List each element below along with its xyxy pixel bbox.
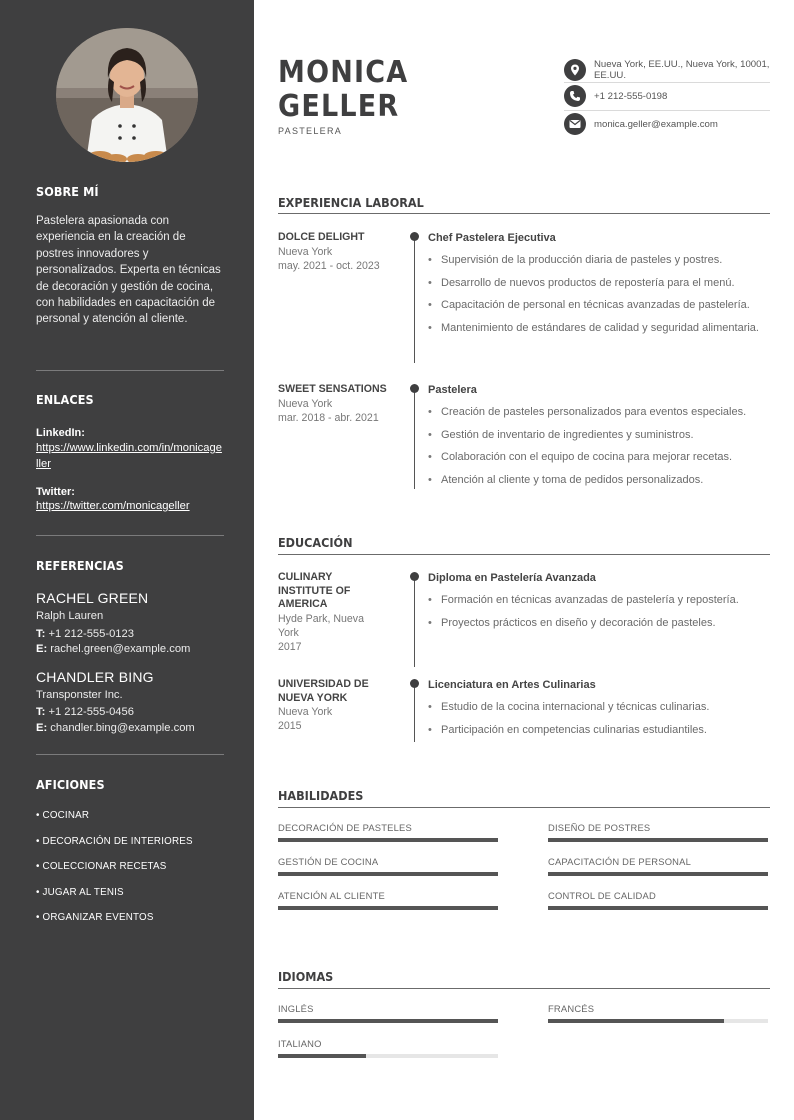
skill-bar bbox=[548, 856, 768, 876]
email-icon bbox=[564, 113, 586, 135]
language-fill bbox=[278, 1054, 366, 1058]
entry-details bbox=[428, 571, 770, 638]
skill-bar bbox=[278, 890, 498, 910]
entry-location: Nueva York bbox=[278, 706, 333, 718]
entry-location: Nueva York bbox=[278, 397, 333, 410]
links-section bbox=[36, 392, 224, 515]
reference-email: E: rachel.green@example.com bbox=[36, 643, 191, 655]
timeline-line bbox=[414, 575, 415, 667]
section-rule bbox=[278, 988, 770, 989]
entry-bullet: • Participación en competencias culinarias estudiantiles. bbox=[428, 723, 770, 738]
entry-bullet: • Atención al cliente y toma de pedidos personalizados. bbox=[428, 473, 770, 488]
entry-bullet: • Colaboración con el equipo de cocina para mejorar recetas. bbox=[428, 450, 770, 465]
timeline-line bbox=[414, 235, 415, 363]
entry-location: Nueva York bbox=[278, 245, 333, 258]
entry-bullet: • Gestión de inventario de ingredientes y suministros. bbox=[428, 428, 770, 443]
references-title: REFERENCIAS bbox=[36, 558, 124, 573]
entry-org: CULINARY INSTITUTE OF AMERICA bbox=[278, 571, 351, 610]
entry-bullets bbox=[428, 593, 770, 630]
job-title: PASTELERA bbox=[278, 126, 343, 136]
experience-title: EXPERIENCIA LABORAL bbox=[278, 195, 424, 210]
entry-details bbox=[428, 383, 770, 495]
hobby-item: • JUGAR AL TENIS bbox=[36, 886, 124, 898]
skill-bar bbox=[548, 890, 768, 910]
entry-org: SWEET SENSATIONS bbox=[278, 383, 387, 395]
full-name bbox=[278, 56, 408, 124]
entry-details bbox=[428, 231, 770, 343]
sidebar-divider bbox=[36, 754, 224, 755]
language-track bbox=[278, 1054, 498, 1058]
timeline-line bbox=[414, 682, 415, 742]
entry-bullets bbox=[428, 405, 770, 487]
first-name: MONICA bbox=[278, 55, 409, 90]
location-icon bbox=[564, 59, 586, 81]
skill-bar bbox=[278, 856, 498, 876]
hobbies-section bbox=[36, 777, 224, 938]
sidebar-divider bbox=[36, 535, 224, 536]
hobby-item: • COCINAR bbox=[36, 810, 90, 821]
skill-name: DECORACIÓN DE PASTELES bbox=[278, 822, 412, 833]
skills-title: HABILIDADES bbox=[278, 788, 364, 803]
phone-text: +1 212-555-0198 bbox=[594, 90, 668, 102]
email-text: monica.geller@example.com bbox=[594, 118, 718, 130]
language-name: FRANCÉS bbox=[548, 1003, 595, 1014]
entry-role: Licenciatura en Artes Culinarias bbox=[428, 679, 596, 691]
entry-dates: 2017 bbox=[278, 640, 302, 653]
sidebar bbox=[0, 0, 254, 1120]
reference-phone: T: +1 212-555-0456 bbox=[36, 706, 134, 718]
skill-fill bbox=[278, 906, 498, 910]
entry-meta bbox=[278, 383, 396, 425]
skill-fill bbox=[278, 838, 498, 842]
timeline-dot bbox=[410, 572, 419, 581]
sidebar-divider bbox=[36, 370, 224, 371]
skill-track bbox=[548, 872, 768, 876]
education-entry bbox=[278, 571, 770, 671]
reference-company: Ralph Lauren bbox=[36, 610, 104, 622]
reference-company: Transponster Inc. bbox=[36, 688, 123, 701]
reference-item bbox=[36, 669, 224, 737]
timeline-dot bbox=[410, 384, 419, 393]
entry-dates: may. 2021 - oct. 2023 bbox=[278, 259, 380, 272]
hobby-item: • DECORACIÓN DE INTERIORES bbox=[36, 835, 193, 847]
language-fill bbox=[278, 1019, 498, 1023]
about-section bbox=[36, 184, 224, 328]
entry-bullet: • Mantenimiento de estándares de calidad y seguridad alimentaria. bbox=[428, 321, 770, 336]
skill-track bbox=[548, 838, 768, 842]
entry-meta bbox=[278, 678, 378, 733]
skill-name: GESTIÓN DE COCINA bbox=[278, 856, 379, 867]
section-rule bbox=[278, 554, 770, 555]
skill-name: DISEÑO DE POSTRES bbox=[548, 822, 651, 833]
skill-track bbox=[278, 872, 498, 876]
entry-bullet: • Proyectos prácticos en diseño y decoración de pasteles. bbox=[428, 616, 770, 631]
experience-entry bbox=[278, 383, 770, 493]
entry-bullet: • Creación de pasteles personalizados para eventos especiales. bbox=[428, 405, 770, 420]
skill-fill bbox=[548, 838, 768, 842]
section-rule bbox=[278, 213, 770, 214]
skill-fill bbox=[548, 906, 768, 910]
entry-location: Hyde Park, Nueva York bbox=[278, 612, 364, 639]
entry-org: DOLCE DELIGHT bbox=[278, 231, 365, 243]
timeline-line bbox=[414, 387, 415, 489]
contact-divider bbox=[564, 110, 770, 111]
timeline-dot bbox=[410, 679, 419, 688]
education-title: EDUCACIÓN bbox=[278, 535, 353, 550]
entry-role: Chef Pastelera Ejecutiva bbox=[428, 232, 556, 244]
profile-photo-image bbox=[56, 28, 198, 162]
contact-address bbox=[564, 59, 770, 81]
hobby-item: • ORGANIZAR EVENTOS bbox=[36, 912, 154, 923]
entry-bullets bbox=[428, 253, 770, 335]
last-name: GELLER bbox=[278, 89, 400, 124]
entry-bullet: • Desarrollo de nuevos productos de repostería para el menú. bbox=[428, 276, 770, 291]
entry-meta bbox=[278, 571, 378, 654]
links-title: ENLACES bbox=[36, 392, 94, 407]
entry-dates: 2015 bbox=[278, 720, 302, 732]
reference-name: CHANDLER BING bbox=[36, 668, 154, 685]
skill-name: ATENCIÓN AL CLIENTE bbox=[278, 890, 385, 901]
main-content bbox=[254, 0, 794, 1120]
skill-name: CONTROL DE CALIDAD bbox=[548, 890, 656, 901]
language-name: INGLÉS bbox=[278, 1003, 314, 1014]
references-section bbox=[36, 558, 224, 736]
linkedin-link[interactable]: https://www.linkedin.com/in/monicageller bbox=[36, 442, 222, 470]
contact-phone bbox=[564, 85, 770, 107]
twitter-link[interactable]: https://twitter.com/monicageller bbox=[36, 500, 190, 512]
entry-meta bbox=[278, 231, 396, 273]
profile-photo bbox=[56, 28, 198, 162]
skill-fill bbox=[548, 872, 768, 876]
address-text: Nueva York, EE.UU., Nueva York, 10001, EE.UU. bbox=[594, 59, 770, 81]
language-bar bbox=[278, 1038, 498, 1058]
language-bar bbox=[278, 1003, 498, 1023]
section-rule bbox=[278, 807, 770, 808]
contact-email bbox=[564, 113, 770, 135]
entry-bullet: • Supervisión de la producción diaria de pasteles y postres. bbox=[428, 253, 770, 268]
skill-name: CAPACITACIÓN DE PERSONAL bbox=[548, 856, 692, 867]
experience-entry bbox=[278, 231, 770, 363]
entry-role: Diploma en Pastelería Avanzada bbox=[428, 572, 596, 584]
skill-bar bbox=[278, 822, 498, 842]
phone-icon bbox=[564, 85, 586, 107]
skill-bar bbox=[548, 822, 768, 842]
skill-fill bbox=[278, 872, 498, 876]
about-title: SOBRE MÍ bbox=[36, 184, 99, 199]
about-text: Pastelera apasionada con experiencia en la creación de postres innovadores y personalizados. Experta en técnicas de decoración y gestión de cocina, con habilidades en capacitación de personal y atención al cliente. bbox=[36, 215, 221, 326]
language-name: ITALIANO bbox=[278, 1038, 322, 1049]
reference-item bbox=[36, 590, 224, 658]
entry-role: Pastelera bbox=[428, 384, 477, 396]
entry-org: UNIVERSIDAD DE NUEVA YORK bbox=[278, 678, 369, 704]
entry-bullet: • Estudio de la cocina internacional y técnicas culinarias. bbox=[428, 700, 770, 715]
entry-details bbox=[428, 678, 770, 745]
reference-email: E: chandler.bing@example.com bbox=[36, 721, 195, 734]
reference-phone: T: +1 212-555-0123 bbox=[36, 627, 134, 640]
skill-track bbox=[278, 838, 498, 842]
skill-track bbox=[278, 906, 498, 910]
language-bar bbox=[548, 1003, 768, 1023]
skill-track bbox=[548, 906, 768, 910]
education-entry bbox=[278, 678, 770, 744]
hobby-item: • COLECCIONAR RECETAS bbox=[36, 861, 167, 872]
linkedin-label: LinkedIn: bbox=[36, 427, 85, 439]
entry-bullets bbox=[428, 700, 770, 737]
languages-title: IDIOMAS bbox=[278, 969, 334, 984]
language-fill bbox=[548, 1019, 724, 1023]
entry-bullet: • Capacitación de personal en técnicas avanzadas de pastelería. bbox=[428, 298, 770, 313]
contact-divider bbox=[564, 82, 770, 83]
language-track bbox=[278, 1019, 498, 1023]
entry-bullet: • Formación en técnicas avanzadas de pastelería y repostería. bbox=[428, 593, 770, 608]
language-track bbox=[548, 1019, 768, 1023]
hobbies-title: AFICIONES bbox=[36, 777, 105, 792]
timeline-dot bbox=[410, 232, 419, 241]
twitter-label: Twitter: bbox=[36, 486, 75, 498]
reference-name: RACHEL GREEN bbox=[36, 590, 149, 606]
entry-dates: mar. 2018 - abr. 2021 bbox=[278, 411, 379, 424]
